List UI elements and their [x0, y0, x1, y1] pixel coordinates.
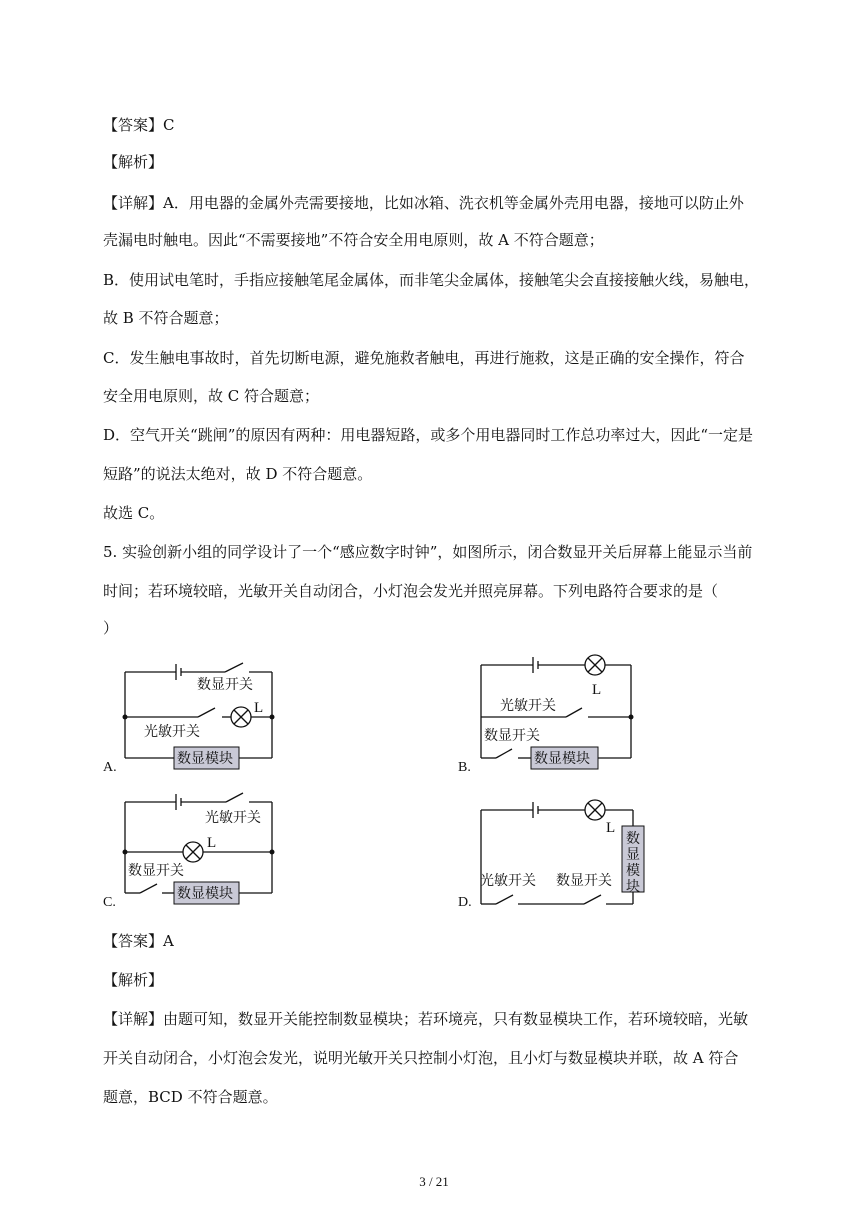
- d-module-char: 模: [626, 863, 640, 879]
- b-lamp-label: L: [592, 682, 602, 698]
- b-switch-mid-label: 光敏开关: [500, 698, 556, 714]
- detail-line: B．使用试电笔时，手指应接触笔尾金属体，而非笔尖金属体，接触笔尖会直接接触火线，易触电，: [103, 271, 760, 289]
- choice-line: 故选 C。: [103, 504, 165, 522]
- b-module-label: 数显模块: [534, 751, 590, 767]
- question-line: 时间；若环境较暗，光敏开关自动闭合，小灯泡会发光并照亮屏幕。下列电路符合要求的是（: [103, 582, 719, 600]
- detail-line: 短路”的说法太绝对，故 D 不符合题意。: [103, 465, 373, 483]
- answer-line: 【答案】C: [103, 116, 175, 134]
- option-a-label: A.: [103, 760, 117, 775]
- b-switch-bottom-label: 数显开关: [484, 728, 540, 744]
- detail-line: 题意，BCD 不符合题意。: [103, 1088, 278, 1106]
- c-switch-top-label: 光敏开关: [205, 810, 261, 826]
- a-switch-mid-label: 光敏开关: [144, 724, 200, 740]
- d-module-char: 数: [626, 831, 640, 847]
- detail-line: 安全用电原则，故 C 符合题意；: [103, 387, 320, 405]
- a-module-label: 数显模块: [177, 751, 233, 767]
- c-module-label: 数显模块: [177, 886, 233, 902]
- detail-line: 【详解】A．用电器的金属外壳需要接地，比如冰箱、洗衣机等金属外壳用电器，接地可以防止外: [103, 194, 744, 212]
- c-switch-bottom-label: 数显开关: [128, 863, 184, 879]
- question-line: 5. 实验创新小组的同学设计了一个“感应数字时钟”，如图所示，闭合数显开关后屏幕上能显示当前: [103, 543, 753, 561]
- answer-line: 【答案】A: [103, 932, 174, 950]
- detail-line: C．发生触电事故时，首先切断电源，避免施救者触电，再进行施救，这是正确的安全操作，符合: [103, 349, 745, 367]
- analysis-heading: 【解析】: [103, 971, 164, 989]
- analysis-heading: 【解析】: [103, 153, 164, 171]
- detail-line: 开关自动闭合，小灯泡会发光，说明光敏开关只控制小灯泡，且小灯与数显模块并联，故 A 符合: [103, 1049, 739, 1067]
- a-lamp-label: L: [254, 700, 264, 716]
- d-module-char: 显: [626, 847, 640, 863]
- c-lamp-label: L: [207, 835, 217, 851]
- option-b-label: B.: [458, 760, 471, 775]
- detail-line: 故 B 不符合题意；: [103, 309, 229, 327]
- d-lamp-label: L: [606, 820, 616, 836]
- d-switch-left-label: 光敏开关: [480, 873, 536, 889]
- page-number: 3 / 21: [419, 1174, 449, 1189]
- option-d-label: D.: [458, 895, 472, 910]
- a-switch-top-label: 数显开关: [197, 677, 253, 693]
- question-line: ）: [103, 619, 119, 637]
- detail-line: 【详解】由题可知，数显开关能控制数显模块；若环境亮，只有数显模块工作，若环境较暗，光敏: [103, 1010, 749, 1028]
- option-c-label: C.: [103, 895, 116, 910]
- d-module-char: 块: [626, 879, 640, 895]
- d-switch-right-label: 数显开关: [556, 873, 612, 889]
- detail-line: 壳漏电时触电。因此“不需要接地”不符合安全用电原则，故 A 不符合题意；: [103, 231, 604, 249]
- detail-line: D．空气开关“跳闸”的原因有两种：用电器短路，或多个用电器同时工作总功率过大，因此“一定是: [103, 426, 754, 444]
